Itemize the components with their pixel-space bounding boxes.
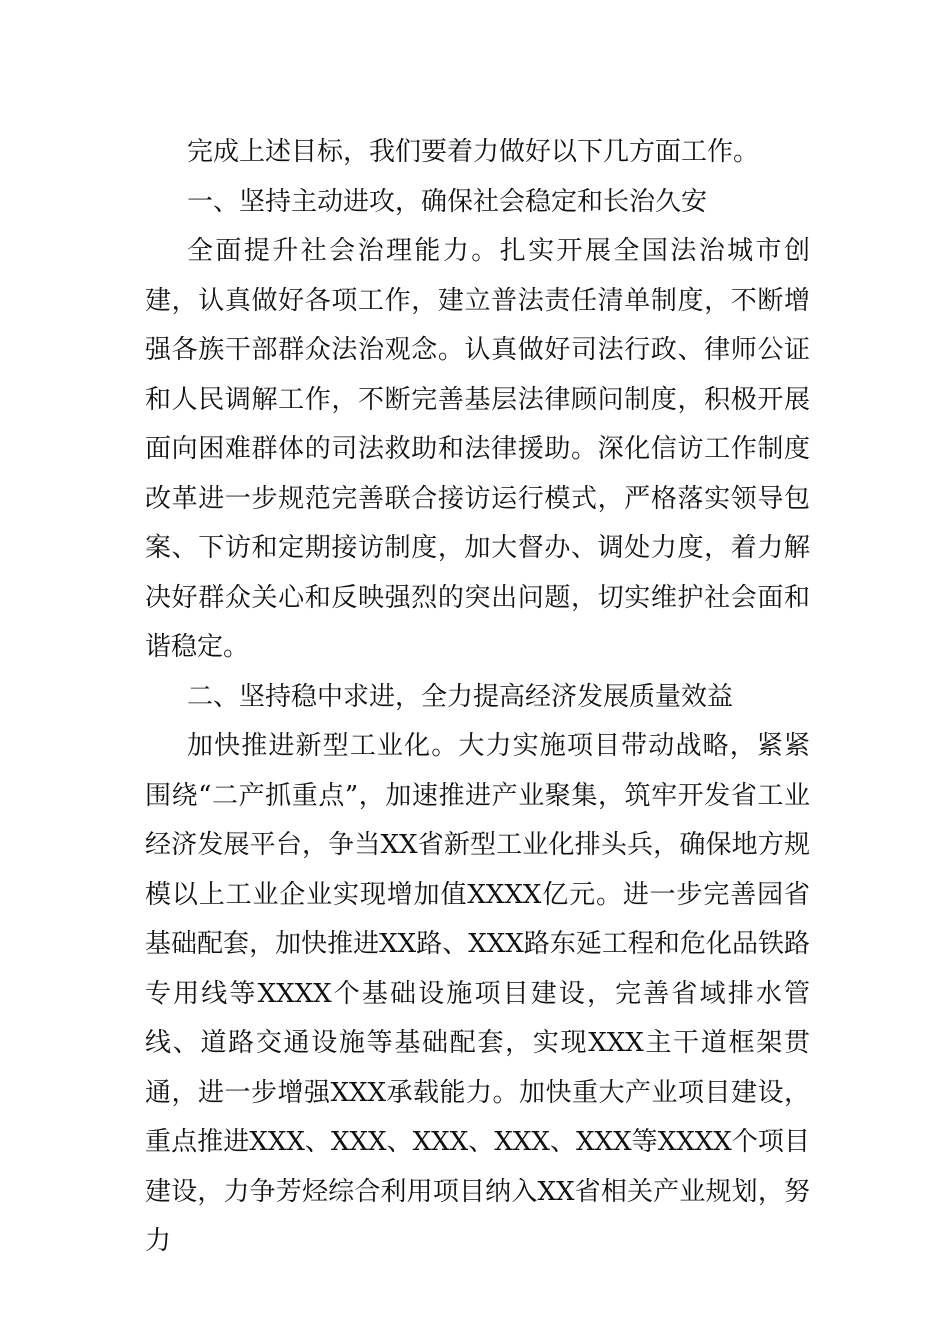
document-body xyxy=(145,128,810,1267)
body-paragraph-industrialization: 加快推进新型工业化。大力实施项目带动战略，紧紧围绕“二产抓重点”，加速推进产业聚集，筑牢开发省工业经济发展平台，争当XX省新型工业化排头兵，确保地方规模以上工业企业实现增加值XXXX亿元。进一步完善园省基础配套，加快推进XX路、XXX路东延工程和危化品铁路专用线等XXXX个基础设施项目建设，完善省域排水管线、道路交通设施等基础配套，实现XXX主干道框架贯通，进一步增强XXX承载能力。加快重大产业项目建设，重点推进XXX、XXX、XXX、XXX、XXX等XXXX个项目建设，力争芳烃综合利用项目纳入XX省相关产业规划，努力 xyxy=(145,731,810,1256)
intro-paragraph: 完成上述目标，我们要着力做好以下几方面工作。 xyxy=(187,137,760,167)
section-heading-1: 一、坚持主动进攻，确保社会稳定和长治久安 xyxy=(187,186,708,217)
body-paragraph-social-governance: 全面提升社会治理能力。扎实开展全国法治城市创建，认真做好各项工作，建立普法责任清单制度，不断增强各族干部群众法治观念。认真做好司法行政、律师公证和人民调解工作，不断完善基层法律顾问制度，积极开展面向困难群体的司法救助和法律援助。深化信访工作制度改革进一步规范完善联合接访运行模式，严格落实领导包案、下访和定期接访制度，加大督办、调处力度，着力解决好群众关心和反映强烈的突出问题，切实维护社会面和谐稳定。 xyxy=(145,236,810,662)
section-heading-2: 二、坚持稳中求进，全力提高经济发展质量效益 xyxy=(187,681,734,712)
